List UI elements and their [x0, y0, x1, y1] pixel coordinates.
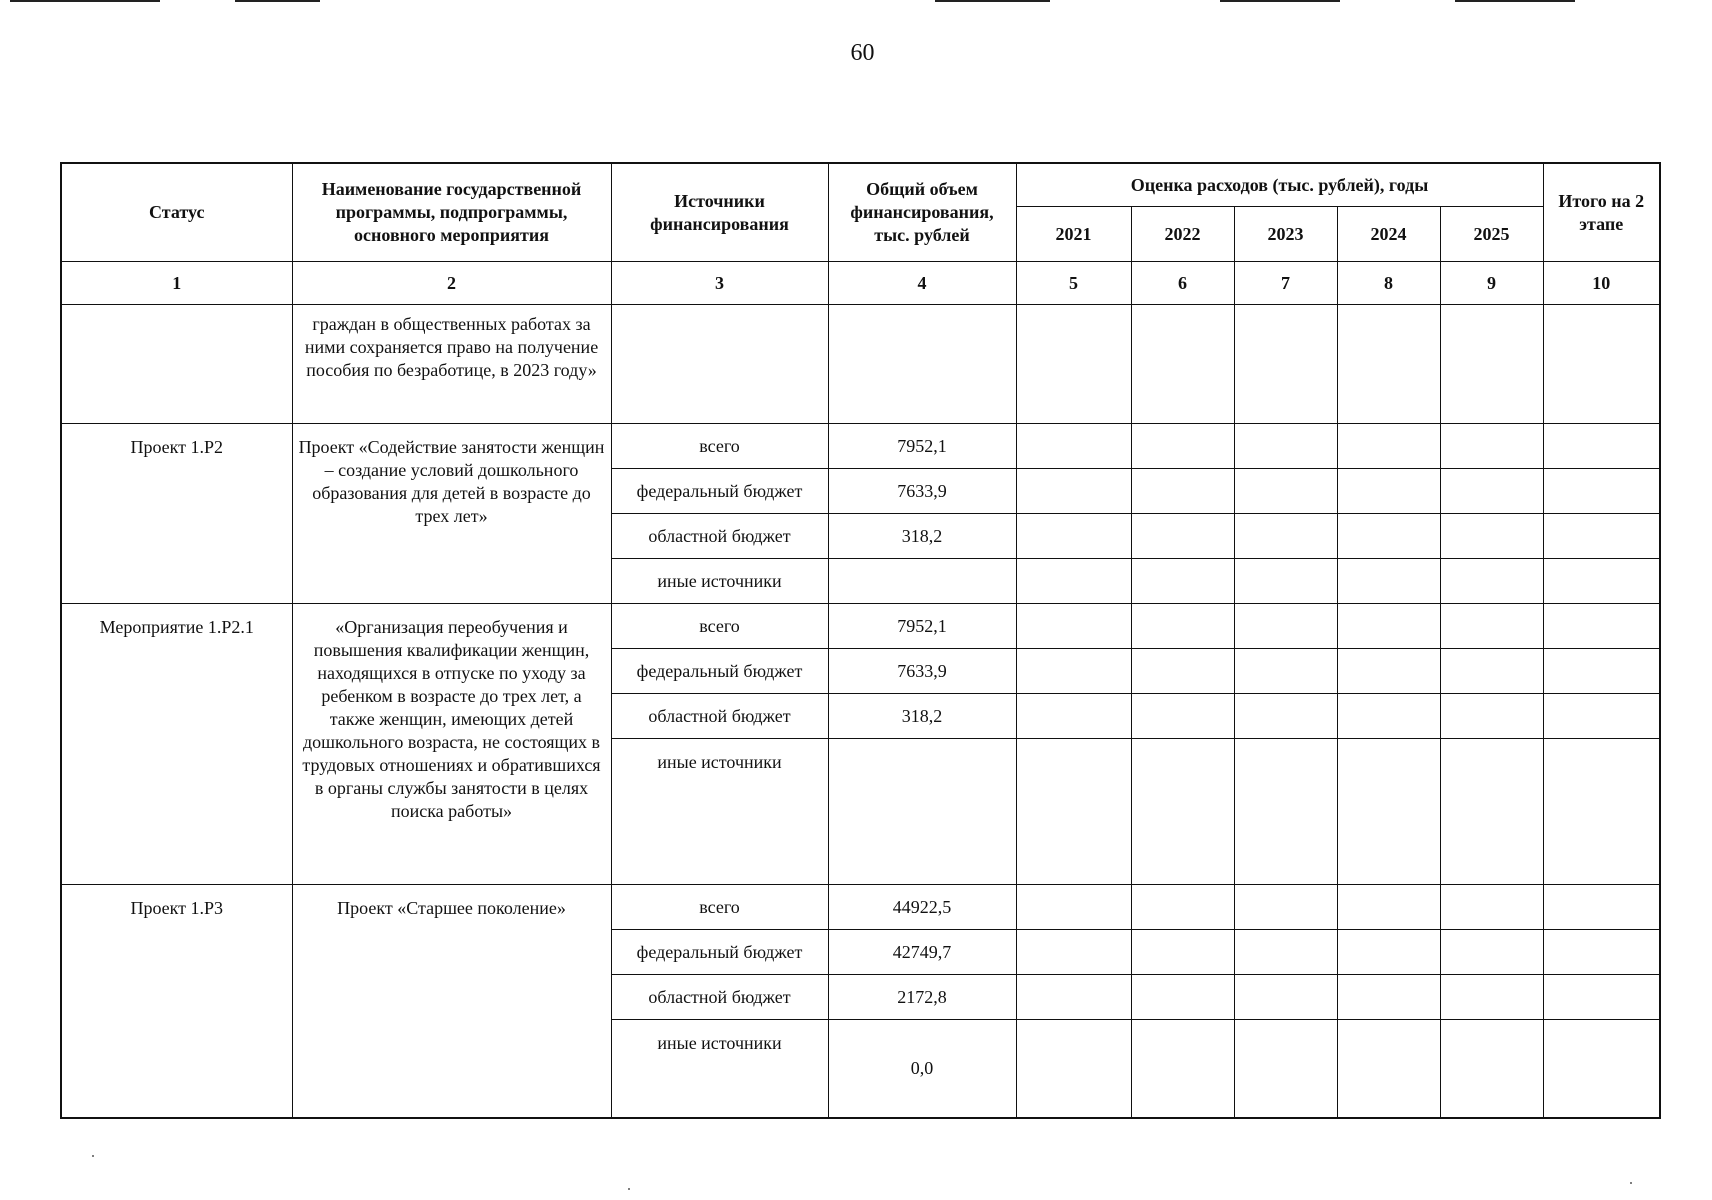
empty-cell — [1234, 975, 1337, 1020]
empty-cell — [1337, 424, 1440, 469]
total-cell: 7633,9 — [828, 649, 1016, 694]
column-number: 4 — [828, 262, 1016, 305]
empty-cell — [1337, 305, 1440, 424]
empty-cell — [1234, 469, 1337, 514]
empty-cell — [1440, 739, 1543, 885]
empty-cell — [1337, 694, 1440, 739]
budget-table — [60, 162, 1661, 1119]
empty-cell — [1337, 1020, 1440, 1119]
empty-cell — [1337, 514, 1440, 559]
empty-cell — [1234, 1020, 1337, 1119]
empty-cell — [1440, 604, 1543, 649]
empty-cell — [1543, 975, 1660, 1020]
page-number: 60 — [850, 40, 875, 66]
source-cell: областной бюджет — [611, 514, 828, 559]
empty-cell — [1016, 514, 1131, 559]
status-cell: Проект 1.Р2 — [61, 424, 292, 604]
scan-edge-mark — [1220, 0, 1340, 2]
total-cell: 2172,8 — [828, 975, 1016, 1020]
column-number: 9 — [1440, 262, 1543, 305]
source-cell: всего — [611, 604, 828, 649]
source-cell: федеральный бюджет — [611, 469, 828, 514]
empty-cell — [1543, 930, 1660, 975]
empty-cell — [1543, 514, 1660, 559]
empty-cell — [1016, 424, 1131, 469]
empty-cell — [1131, 514, 1234, 559]
source-cell: областной бюджет — [611, 694, 828, 739]
total-cell: 7952,1 — [828, 424, 1016, 469]
empty-cell — [1234, 649, 1337, 694]
empty-cell — [1131, 649, 1234, 694]
header-total: Общий объем финансирования, тыс. рублей — [828, 163, 1016, 262]
header-year: 2024 — [1337, 207, 1440, 262]
empty-cell — [1016, 649, 1131, 694]
source-cell: областной бюджет — [611, 975, 828, 1020]
status-cell: Проект 1.Р3 — [61, 885, 292, 1119]
table-row — [61, 424, 1660, 469]
total-cell: 42749,7 — [828, 930, 1016, 975]
empty-cell — [1440, 930, 1543, 975]
empty-cell — [1337, 975, 1440, 1020]
program-name-cell: Проект «Старшее поколение» — [292, 885, 611, 1119]
program-name-cell: Проект «Содействие занятости женщин – создание условий дошкольного образования для детей в возрасте до трех лет» — [292, 424, 611, 604]
source-cell: иные источники — [611, 1020, 828, 1119]
empty-cell — [1543, 885, 1660, 930]
column-number: 1 — [61, 262, 292, 305]
empty-cell — [1337, 604, 1440, 649]
column-number: 10 — [1543, 262, 1660, 305]
total-cell: 7952,1 — [828, 604, 1016, 649]
empty-cell — [1440, 424, 1543, 469]
empty-cell — [1543, 559, 1660, 604]
column-number: 6 — [1131, 262, 1234, 305]
header-sources: Источники финансирования — [611, 163, 828, 262]
source-cell: иные источники — [611, 559, 828, 604]
empty-cell — [1337, 649, 1440, 694]
empty-cell — [1016, 305, 1131, 424]
header-year: 2021 — [1016, 207, 1131, 262]
column-number: 7 — [1234, 262, 1337, 305]
empty-cell — [1337, 930, 1440, 975]
table-row — [61, 885, 1660, 930]
total-cell: 7633,9 — [828, 469, 1016, 514]
empty-cell — [1234, 930, 1337, 975]
empty-cell — [1440, 694, 1543, 739]
empty-cell — [1131, 559, 1234, 604]
empty-cell — [1440, 885, 1543, 930]
header-name: Наименование государственной программы, подпрограммы, основного мероприятия — [292, 163, 611, 262]
continuation-text: граждан в общественных работах за ними сохраняется право на получение пособия по безработице, в 2023 году» — [292, 305, 611, 424]
column-number: 5 — [1016, 262, 1131, 305]
column-number: 8 — [1337, 262, 1440, 305]
column-number: 2 — [292, 262, 611, 305]
empty-cell — [1440, 514, 1543, 559]
empty-cell — [1016, 885, 1131, 930]
empty-cell — [1543, 694, 1660, 739]
empty-cell — [1440, 559, 1543, 604]
empty-cell — [1543, 604, 1660, 649]
empty-cell — [1016, 739, 1131, 885]
empty-cell — [1543, 1020, 1660, 1119]
total-cell: 318,2 — [828, 514, 1016, 559]
header-itogo: Итого на 2 этапе — [1543, 163, 1660, 262]
empty-cell — [1337, 739, 1440, 885]
scan-edge-mark — [10, 0, 160, 2]
empty-cell — [1131, 469, 1234, 514]
empty-cell — [1016, 694, 1131, 739]
empty-cell — [1440, 649, 1543, 694]
empty-cell — [828, 305, 1016, 424]
total-cell: 318,2 — [828, 694, 1016, 739]
total-cell: 0,0 — [828, 1020, 1016, 1119]
empty-cell — [1016, 559, 1131, 604]
empty-cell — [1131, 739, 1234, 885]
scan-speck — [92, 1155, 94, 1157]
empty-cell — [611, 305, 828, 424]
source-cell: федеральный бюджет — [611, 649, 828, 694]
header-year: 2025 — [1440, 207, 1543, 262]
scan-edge-mark — [935, 0, 1050, 2]
scan-edge-mark — [235, 0, 320, 2]
empty-cell — [1131, 1020, 1234, 1119]
empty-cell — [1131, 885, 1234, 930]
empty-cell — [1131, 930, 1234, 975]
empty-cell — [1337, 885, 1440, 930]
header-year: 2022 — [1131, 207, 1234, 262]
empty-cell — [1131, 604, 1234, 649]
empty-cell — [1440, 305, 1543, 424]
header-estimate: Оценка расходов (тыс. рублей), годы — [1016, 163, 1543, 207]
total-cell: 44922,5 — [828, 885, 1016, 930]
empty-cell — [1016, 604, 1131, 649]
column-number: 3 — [611, 262, 828, 305]
empty-cell — [1016, 930, 1131, 975]
empty-cell — [1543, 469, 1660, 514]
scan-speck — [628, 1188, 630, 1190]
empty-cell — [1234, 424, 1337, 469]
source-cell: федеральный бюджет — [611, 930, 828, 975]
empty-cell — [1234, 514, 1337, 559]
empty-cell — [1543, 424, 1660, 469]
empty-cell — [1543, 649, 1660, 694]
source-cell: иные источники — [611, 739, 828, 885]
empty-cell — [1234, 305, 1337, 424]
source-cell: всего — [611, 424, 828, 469]
column-numbers-row — [61, 262, 1660, 305]
total-cell — [828, 739, 1016, 885]
program-name-cell: «Организация переобучения и повышения квалификации женщин, находящихся в отпуске по уходу за ребенком в возрасте до трех лет, а также женщин, имеющих детей дошкольного возраста, не состоящих в трудовых отношениях и обратившихся в органы службы занятости в целях поиска работы» — [292, 604, 611, 885]
empty-cell — [1131, 694, 1234, 739]
empty-cell — [1131, 305, 1234, 424]
empty-cell — [1234, 604, 1337, 649]
empty-cell — [1016, 975, 1131, 1020]
source-cell: всего — [611, 885, 828, 930]
table-row — [61, 604, 1660, 649]
status-cell — [61, 305, 292, 424]
status-cell: Мероприятие 1.Р2.1 — [61, 604, 292, 885]
header-year: 2023 — [1234, 207, 1337, 262]
empty-cell — [1234, 739, 1337, 885]
empty-cell — [1337, 559, 1440, 604]
empty-cell — [1234, 694, 1337, 739]
scan-edge-mark — [1455, 0, 1575, 2]
header-status: Статус — [61, 163, 292, 262]
empty-cell — [1016, 1020, 1131, 1119]
table-row — [61, 305, 1660, 424]
empty-cell — [1131, 975, 1234, 1020]
empty-cell — [1234, 559, 1337, 604]
total-cell — [828, 559, 1016, 604]
empty-cell — [1440, 975, 1543, 1020]
empty-cell — [1543, 305, 1660, 424]
empty-cell — [1543, 739, 1660, 885]
header-row — [61, 163, 1660, 207]
empty-cell — [1440, 1020, 1543, 1119]
empty-cell — [1016, 469, 1131, 514]
empty-cell — [1337, 469, 1440, 514]
scan-speck — [1630, 1182, 1632, 1184]
empty-cell — [1440, 469, 1543, 514]
empty-cell — [1234, 885, 1337, 930]
empty-cell — [1131, 424, 1234, 469]
